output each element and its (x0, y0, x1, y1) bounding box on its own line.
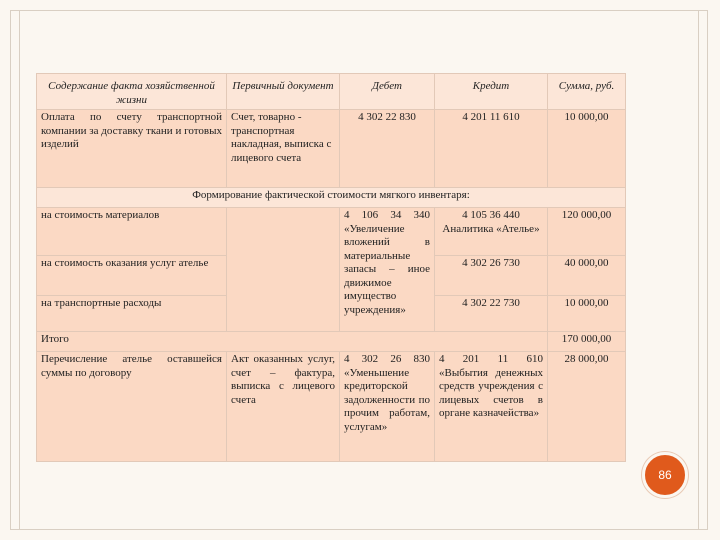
cell-debit: 4 106 34 340 «Увеличение вложений в материальные запасы – иное движимое имущество учреждения» (340, 208, 435, 332)
page-number-badge: 86 (642, 452, 688, 498)
cell-sum: 40 000,00 (548, 256, 626, 296)
table-row (37, 208, 626, 256)
total-row (37, 332, 626, 352)
cell-document: Счет, товарно - транспортная накладная, выписка с лицевого счета (227, 110, 340, 188)
header-credit: Кредит (435, 74, 548, 110)
header-content: Содержание факта хозяйственной жизни (37, 74, 227, 110)
cell-credit: 4 302 26 730 (435, 256, 548, 296)
cell-sum: 120 000,00 (548, 208, 626, 256)
cell-sum: 28 000,00 (548, 352, 626, 462)
cell-sum: 10 000,00 (548, 296, 626, 332)
cell-debit: 4 302 26 830 «Уменьшение кредиторской задолженности по прочим работам, услугам» (340, 352, 435, 462)
total-sum: 170 000,00 (548, 332, 626, 352)
right-border-line (698, 10, 699, 530)
cell-content: на транспортные расходы (37, 296, 227, 332)
cell-credit: 4 201 11 610 (435, 110, 548, 188)
cell-credit: 4 201 11 610 «Выбытия денежных средств учреждения с лицевых счетов в органе казначейства» (435, 352, 548, 462)
cell-sum: 10 000,00 (548, 110, 626, 188)
table-row (37, 110, 626, 188)
section-title: Формирование фактической стоимости мягкого инвентаря: (37, 188, 626, 208)
cell-content: Перечисление ателье оставшейся суммы по договору (37, 352, 227, 462)
cell-content: на стоимость оказания услуг ателье (37, 256, 227, 296)
cell-content: на стоимость материалов (37, 208, 227, 256)
cell-document-empty (227, 208, 340, 332)
accounting-table (36, 73, 626, 462)
cell-debit: 4 302 22 830 (340, 110, 435, 188)
left-border-line (19, 10, 20, 530)
table-header-row (37, 74, 626, 110)
cell-content: Оплата по счету транспортной компании за доставку ткани и готовых изделий (37, 110, 227, 188)
cell-document: Акт оказанных услуг, счет – фактура, выписка с лицевого счета (227, 352, 340, 462)
header-sum: Сумма, руб. (548, 74, 626, 110)
table-row (37, 352, 626, 462)
cell-credit: 4 105 36 440 Аналитика «Ателье» (435, 208, 548, 256)
header-debit: Дебет (340, 74, 435, 110)
total-label: Итого (37, 332, 548, 352)
cell-credit: 4 302 22 730 (435, 296, 548, 332)
header-document: Первичный документ (227, 74, 340, 110)
section-row (37, 188, 626, 208)
